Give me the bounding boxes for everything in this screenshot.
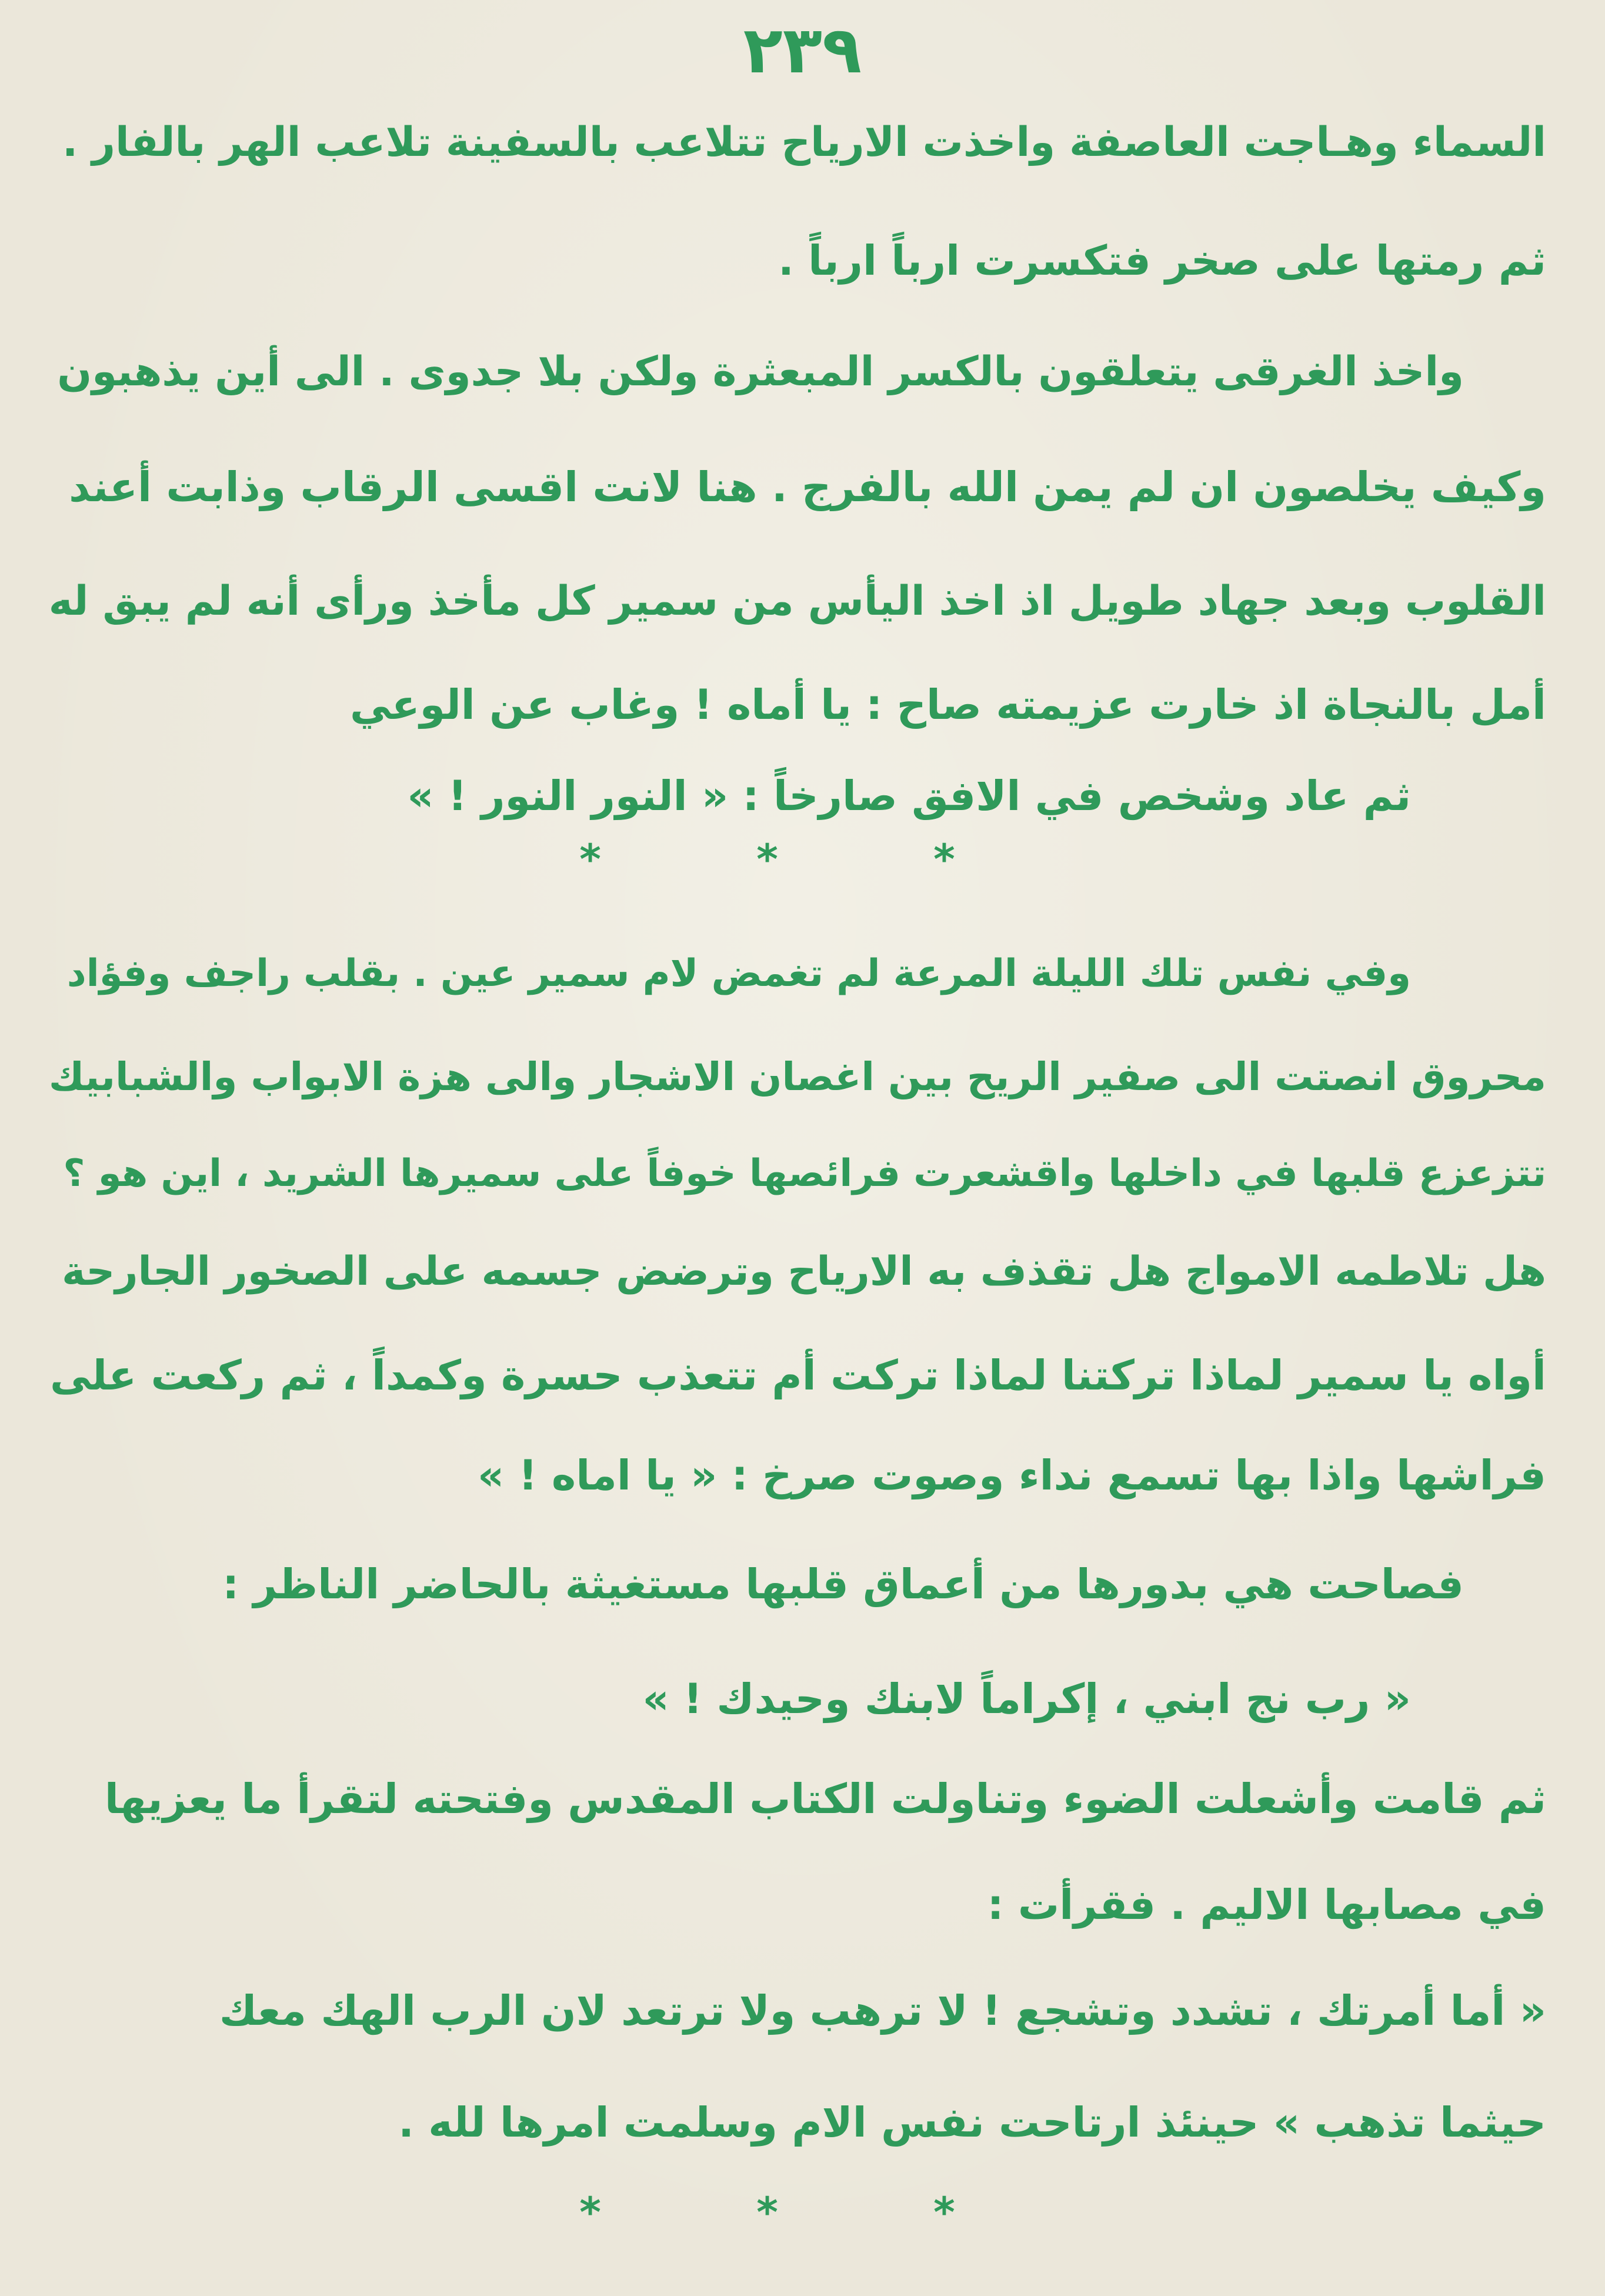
text-line-10: تتزعزع قلبها في داخلها واقشعرت فرائصها خوفاً على سميرها الشريد ، اين هو ؟ [63, 1152, 1546, 1195]
text-line-19: حيثما تذهب » حينئذ ارتاحت نفس الام وسلمت امرها لله . [398, 2098, 1546, 2147]
text-line-13: فراشها واذا بها تسمع نداء وصوت صرخ : « يا اماه ! » [478, 1451, 1546, 1499]
text-line-14: فصاحت هي بدورها من أعماق قلبها مستغيثة بالحاضر الناظر : [222, 1560, 1464, 1608]
page-number: ٢٣٩ [743, 12, 862, 88]
text-line-8: وفي نفس تلك الليلة المرعة لم تغمض لام سمير عين . بقلب راجف وفؤاد [66, 952, 1411, 995]
text-line-2: ثم رمتها على صخر فتكسرت ارباً ارباً . [778, 236, 1546, 285]
text-line-3: واخذ الغرقى يتعلقون بالكسر المبعثرة ولكن بلا جدوى . الى أين يذهبون [57, 348, 1464, 395]
text-line-5: القلوب وبعد جهاد طويل اذ اخذ اليأس من سمير كل مأخذ ورأى أنه لم يبق له [48, 578, 1546, 625]
text-line-9: محروق انصتت الى صفير الريح بين اغصان الاشجار والى هزة الابواب والشبابيك [48, 1054, 1546, 1099]
text-line-7: ثم عاد وشخص في الافق صارخاً : « النور النور ! » [407, 772, 1411, 820]
text-line-18: « أما أمرتك ، تشدد وتشجع ! لا ترهب ولا ترتعد لان الرب الهك معك [219, 1987, 1546, 2035]
text-line-6: أمل بالنجاة اذ خارت عزيمته صاح : يا أماه ! وغاب عن الوعي [350, 681, 1546, 729]
text-line-4: وكيف يخلصون ان لم يمن الله بالفرج . هنا لانت اقسى الرقاب وذابت أعند [69, 463, 1546, 511]
text-line-12: أواه يا سمير لماذا تركتنا لماذا تركت أم تتعذب حسرة وكمداً ، ثم ركعت على [49, 1351, 1546, 1399]
section-separator-bottom: * * * [579, 2188, 1026, 2237]
text-line-15: « رب نج ابني ، إكراماً لابنك وحيدك ! » [642, 1675, 1411, 1723]
text-line-16: ثم قامت وأشعلت الضوء وتناولت الكتاب المقدس وفتحته لتقرأ ما يعزيها [104, 1775, 1546, 1823]
section-separator: * * * [579, 835, 1026, 884]
text-line-11: هل تلاطمه الامواج هل تقذف به الارياح وترضض جسمه على الصخور الجارحة [62, 1248, 1546, 1295]
text-line-17: في مصابها الاليم . فقرأت : [987, 1881, 1546, 1929]
text-line-1: السماء وهـاجت العاصفة واخذت الارياح تتلاعب بالسفينة تلاعب الهر بالفار . [62, 119, 1546, 166]
